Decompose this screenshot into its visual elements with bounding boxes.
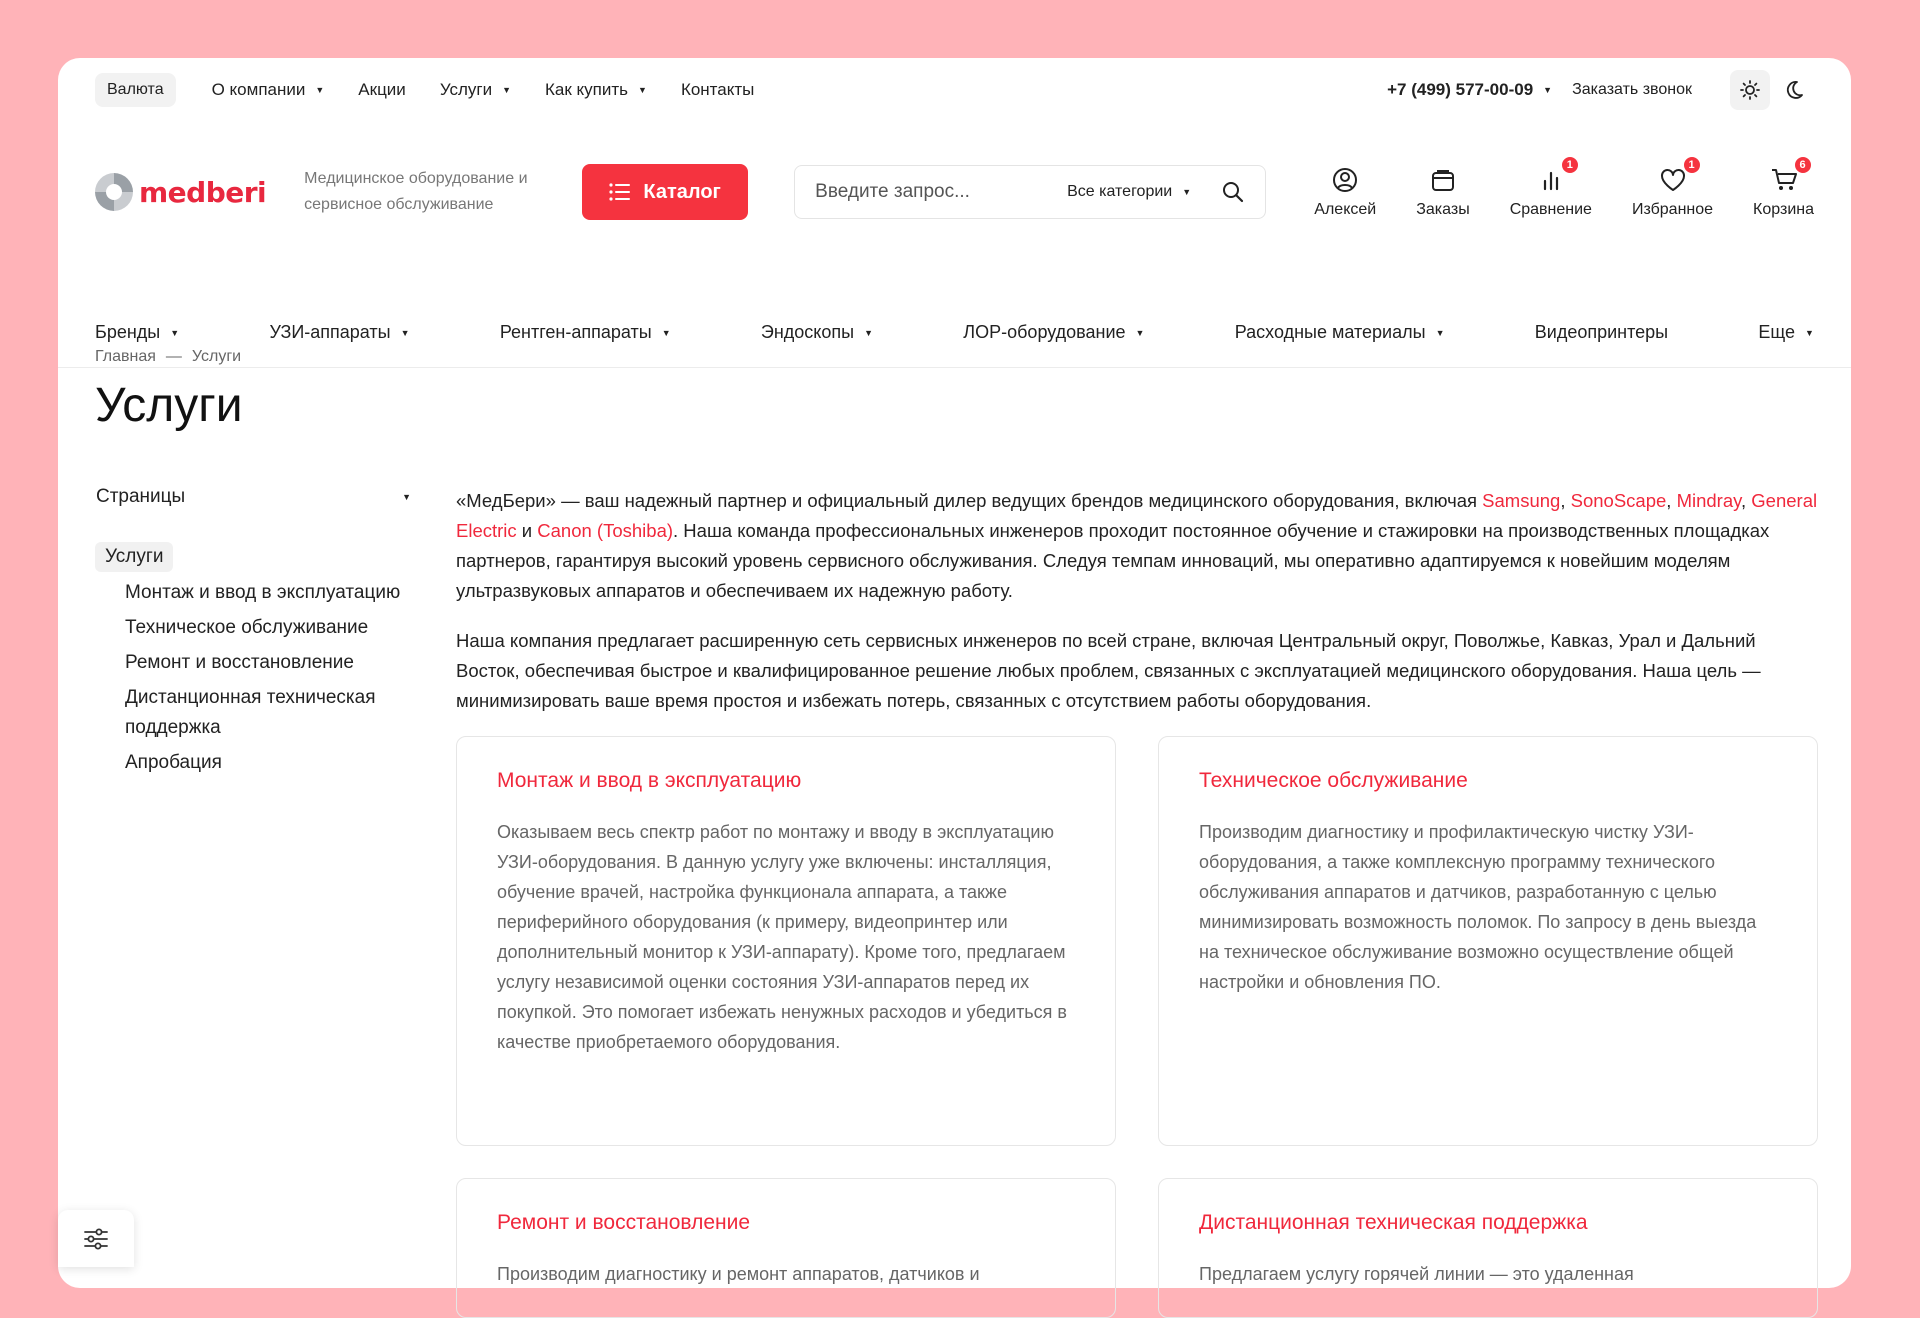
category-label: Рентген-аппараты bbox=[499, 322, 652, 342]
service-card-remote-support[interactable] bbox=[1158, 1178, 1818, 1318]
sun-icon bbox=[1740, 80, 1760, 100]
sidebar-item-remote-support[interactable]: Дистанционная техническая поддержка bbox=[125, 687, 376, 738]
caret-down-icon: ▼ bbox=[1435, 327, 1445, 338]
orders-label: Заказы bbox=[1416, 201, 1470, 218]
main-content bbox=[456, 486, 1818, 1318]
service-card-installation[interactable] bbox=[456, 736, 1116, 1146]
sidebar-item-services[interactable]: Услуги bbox=[95, 542, 173, 572]
category-more[interactable] bbox=[1758, 322, 1814, 343]
sidebar-heading: Страницы bbox=[96, 486, 186, 507]
top-bar bbox=[58, 58, 1851, 122]
top-nav bbox=[212, 80, 789, 100]
caret-down-icon: ▼ bbox=[864, 327, 873, 338]
category-label: УЗИ-аппараты bbox=[269, 322, 391, 342]
search-input[interactable]: Введите запрос... bbox=[815, 181, 970, 202]
heart-icon bbox=[1659, 167, 1687, 193]
header-actions bbox=[1314, 159, 1814, 219]
compare-label: Сравнение bbox=[1509, 201, 1592, 218]
sidebar-subitems bbox=[95, 578, 411, 778]
card-title[interactable]: Техническое обслуживание bbox=[1199, 769, 1468, 792]
sidebar-item-installation[interactable]: Монтаж и ввод в эксплуатацию bbox=[125, 582, 401, 603]
card-text: Производим диагностику и ремонт аппаратов, датчиков и bbox=[497, 1264, 980, 1284]
caret-down-icon: ▼ bbox=[502, 85, 512, 95]
category-endoscopes[interactable] bbox=[761, 322, 873, 343]
category-xray[interactable] bbox=[500, 322, 671, 343]
caret-down-icon: ▼ bbox=[400, 327, 410, 338]
favorites-badge: 1 bbox=[1682, 155, 1702, 175]
sidebar-item-repair[interactable]: Ремонт и восстановление bbox=[125, 652, 354, 673]
category-ent[interactable] bbox=[963, 322, 1144, 343]
category-ultrasound[interactable] bbox=[269, 322, 409, 343]
caret-down-icon: ▼ bbox=[170, 327, 180, 338]
site-logo[interactable] bbox=[95, 173, 266, 211]
cart-badge: 6 bbox=[1793, 155, 1813, 175]
breadcrumb bbox=[95, 348, 241, 366]
card-text: Производим диагностику и профилактическую чистку УЗИ-оборудования, а также комплексную программу технического обслуживания аппаратов и датчиков, разработанную с целью минимизировать возможность поломок. По запросу в день выезда на техническое обслуживание возможно осуществление общей настройки и обновления ПО. bbox=[1199, 822, 1757, 992]
intro-text: «МедБери» — ваш надежный партнер и официальный дилер ведущих брендов медицинского оборудования, включая bbox=[456, 490, 1483, 511]
brand-link-samsung[interactable]: Samsung bbox=[1482, 490, 1561, 511]
tagline: Медицинское оборудование и сервисное обслуживание bbox=[304, 170, 528, 213]
topnav-label: Акции bbox=[358, 80, 406, 99]
service-cards bbox=[456, 736, 1818, 1318]
list-icon bbox=[609, 183, 631, 201]
catalog-label: Каталог bbox=[643, 180, 721, 203]
intro-separator: , bbox=[1741, 490, 1752, 511]
orders-icon bbox=[1430, 167, 1456, 193]
user-icon bbox=[1331, 166, 1359, 194]
topnav-label: О компании bbox=[211, 80, 306, 99]
category-menu bbox=[58, 298, 1851, 368]
moon-icon bbox=[1784, 80, 1804, 100]
topnav-label: Услуги bbox=[439, 80, 493, 99]
sidebar-pages-toggle[interactable] bbox=[95, 486, 411, 508]
sliders-icon bbox=[83, 1228, 109, 1250]
intro-separator: , bbox=[1560, 490, 1571, 511]
phone-number[interactable]: +7 (499) 577-00-09 bbox=[1387, 80, 1534, 99]
breadcrumb-home[interactable]: Главная bbox=[95, 348, 156, 365]
account-label: Алексей bbox=[1314, 201, 1377, 218]
topnav-label: Контакты bbox=[680, 80, 755, 99]
search-icon[interactable] bbox=[1221, 180, 1245, 204]
intro-text: . Наша команда профессиональных инженеров проходит постоянное обучение и стажировки на производственных площадках партнеров, гарантируя высокий уровень сервисного обслуживания. Следуя темпам инноваций, мы оперативно адаптируемся к новейшим моделям ультразвуковых аппаратов и обеспечиваем их надежную работу. bbox=[456, 520, 1770, 601]
search-category-select[interactable] bbox=[1067, 183, 1191, 201]
intro-separator: , bbox=[1666, 490, 1677, 511]
category-brands[interactable] bbox=[95, 322, 179, 343]
caret-down-icon: ▼ bbox=[315, 85, 325, 95]
sidebar-item-approbation[interactable]: Апробация bbox=[125, 752, 222, 773]
caret-down-icon: ▼ bbox=[1135, 327, 1145, 338]
callback-link[interactable]: Заказать звонок bbox=[1572, 81, 1692, 98]
topnav-contacts[interactable] bbox=[681, 80, 754, 100]
breadcrumb-current: Услуги bbox=[191, 348, 242, 365]
logo-mark-icon bbox=[95, 173, 133, 211]
compare-badge: 1 bbox=[1560, 155, 1580, 175]
currency-button[interactable]: Валюта bbox=[95, 73, 176, 107]
category-consumables[interactable] bbox=[1235, 322, 1445, 343]
category-label: Эндоскопы bbox=[760, 322, 855, 342]
category-label: Видеопринтеры bbox=[1534, 322, 1669, 342]
light-theme-button[interactable] bbox=[1730, 70, 1770, 110]
account-button[interactable] bbox=[1314, 165, 1376, 219]
topnav-about[interactable] bbox=[212, 80, 325, 100]
compare-icon bbox=[1538, 167, 1564, 193]
intro-separator: и bbox=[516, 520, 538, 541]
favorites-button[interactable] bbox=[1631, 159, 1714, 219]
service-card-maintenance[interactable] bbox=[1158, 736, 1818, 1146]
filter-settings-button[interactable] bbox=[58, 1210, 134, 1267]
search-category-label: Все категории bbox=[1067, 183, 1173, 200]
cart-icon bbox=[1770, 167, 1798, 193]
brand-link-mindray[interactable]: Mindray bbox=[1676, 490, 1741, 511]
card-title[interactable]: Ремонт и восстановление bbox=[497, 1211, 751, 1234]
card-text: Оказываем весь спектр работ по монтажу и вводу в эксплуатацию УЗИ-оборудования. В данную услугу уже включены: инсталляция, обучение врачей, настройка функционала аппарата, а также периферийного оборудования (к примеру, видеопринтер или дополнительный монитор к УЗИ-аппарату). Кроме того, предлагаем услугу независимой оценки состояния УЗИ-аппаратов перед их покупкой. Это помогает избежать ненужных расходов и убедиться в качестве приобретаемого оборудования. bbox=[497, 822, 1067, 1052]
card-text: Предлагаем услугу горячей линии — это удаленная bbox=[1199, 1264, 1634, 1284]
topnav-how-to-buy[interactable] bbox=[545, 80, 647, 100]
category-label: Расходные материалы bbox=[1234, 322, 1426, 342]
brand-link-sonoscape[interactable]: SonoScape bbox=[1570, 490, 1667, 511]
sidebar bbox=[95, 486, 411, 783]
intro-paragraph-2: Наша компания предлагает расширенную сеть сервисных инженеров по всей стране, включая Центральный округ, Поволжье, Кавказ, Урал и Дальний Восток, обеспечивая быстрое и квалифицированное решение любых проблем, связанных с эксплуатацией медицинского оборудования. Наша цель — минимизировать ваше время простоя и избежать потерь, связанных с отсутствием работы оборудования. bbox=[456, 630, 1761, 711]
favorites-label: Избранное bbox=[1631, 201, 1714, 218]
header bbox=[58, 142, 1851, 242]
brand-link-canon[interactable]: Canon (Toshiba) bbox=[537, 520, 674, 541]
catalog-button[interactable] bbox=[582, 164, 748, 220]
brand-link-ge[interactable]: General Electric bbox=[456, 490, 1818, 541]
sidebar-item-maintenance[interactable]: Техническое обслуживание bbox=[125, 617, 369, 638]
caret-down-icon: ▼ bbox=[1805, 327, 1814, 338]
topnav-services[interactable] bbox=[440, 80, 511, 100]
caret-down-icon: ▼ bbox=[661, 327, 671, 338]
service-card-repair[interactable] bbox=[456, 1178, 1116, 1318]
topnav-promos[interactable] bbox=[358, 80, 406, 100]
intro-paragraph-1 bbox=[456, 486, 1818, 606]
topnav-label: Как купить bbox=[545, 80, 629, 99]
caret-down-icon: ▼ bbox=[638, 85, 647, 95]
page-title: Услуги bbox=[95, 379, 243, 432]
compare-button[interactable] bbox=[1509, 159, 1592, 219]
browser-window bbox=[58, 58, 1851, 1288]
card-title[interactable]: Монтаж и ввод в эксплуатацию bbox=[497, 769, 802, 792]
orders-button[interactable] bbox=[1416, 165, 1469, 219]
category-label: ЛОР-оборудование bbox=[963, 322, 1126, 342]
search-bar[interactable] bbox=[794, 165, 1266, 219]
category-videoprinters[interactable] bbox=[1535, 322, 1668, 343]
top-right bbox=[1387, 70, 1814, 110]
category-label: Бренды bbox=[95, 322, 161, 342]
dark-theme-button[interactable] bbox=[1774, 70, 1814, 110]
breadcrumb-separator: — bbox=[165, 348, 182, 365]
caret-down-icon[interactable]: ▼ bbox=[1543, 85, 1553, 95]
caret-down-icon: ▼ bbox=[402, 492, 411, 502]
card-title[interactable]: Дистанционная техническая поддержка bbox=[1199, 1211, 1588, 1234]
category-label: Еще bbox=[1758, 322, 1796, 342]
cart-button[interactable] bbox=[1753, 159, 1814, 219]
logo-text: medberi bbox=[139, 175, 267, 209]
caret-down-icon: ▼ bbox=[1182, 187, 1192, 197]
cart-label: Корзина bbox=[1753, 201, 1814, 218]
